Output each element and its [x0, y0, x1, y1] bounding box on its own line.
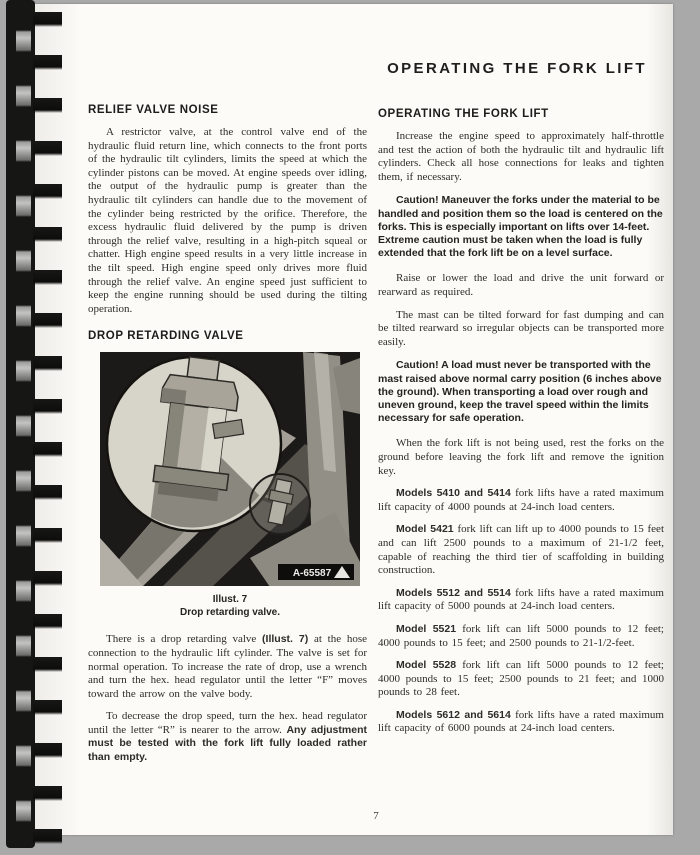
model-text: fork lift can lift 5000 pounds to 12 feet; 4000 pounds to 15 feet; 2500 pounds to 21 feet; and 1000 pounds to 28 feet.: [378, 659, 664, 699]
illustration-caption: [100, 593, 360, 619]
page-header-title: OPERATING THE FORK LIFT: [387, 60, 647, 77]
operate-paragraph-2: Raise or lower the load and drive the unit forward or rearward as required.: [378, 272, 664, 298]
model-lead: Models 5612 and 5614: [396, 708, 511, 721]
model-text: fork lifts have a rated maximum lift capacity of 4000 pounds at 24-inch load centers.: [378, 487, 664, 513]
model-lead: Model 5528: [396, 659, 457, 672]
page-number: 7: [373, 810, 379, 822]
model-text: fork lift can lift 5000 pounds to 12 feet; 4000 pounds to 15 feet; and 2500 pounds to 21-1/2-feet.: [378, 622, 664, 649]
section-heading-drop-retarding-valve: DROP RETARDING VALVE: [88, 330, 244, 343]
section-heading-operating-fork-lift: OPERATING THE FORK LIFT: [378, 108, 549, 120]
drop-valve-paragraph-1: [88, 633, 367, 701]
operate-paragraph-4: When the fork lift is not being used, rest the forks on the ground before leaving the fork lift and remove the ignition key.: [378, 437, 664, 477]
drop-valve-paragraph-1-text2: at the hose connection to the hydraulic lift cylinder. The valve is set for normal operation. To increase the rate of drop, use a wrench and turn the hex. head regulator until the letter “F” moves toward the arrow on the valve body.: [88, 633, 367, 700]
model-text: fork lifts have a rated maximum lift capacity of 6000 pounds at 24-inch load centers.: [378, 708, 664, 735]
left-column: [88, 104, 367, 774]
model-text: fork lifts have a rated maximum lift capacity of 5000 pounds at 24-inch load centers.: [378, 586, 664, 613]
drop-retarding-valve-photo: [100, 352, 360, 586]
model-paragraph-5521: [378, 623, 664, 650]
drop-valve-paragraph-2: [88, 710, 367, 764]
model-paragraph-5421: [378, 523, 664, 577]
caption-illust-number: Illust. 7: [212, 594, 248, 606]
model-lead: Model 5421: [396, 523, 454, 536]
right-column: [378, 108, 664, 745]
drop-valve-paragraph-2-text: To decrease the drop speed, turn the hex. head regulator until the letter “R” is nearer to the arrow.: [88, 710, 367, 736]
drop-valve-paragraph-1-text: There is a drop retarding valve: [106, 633, 263, 646]
model-lead: Models 5410 and 5414: [396, 487, 511, 500]
caution-paragraph-2: Caution! A load must never be transported with the mast raised above normal carry position (6 inches above the ground). When transporting a load over rough and uneven ground, keep the travel speed within the limits necessary for safe operation.: [378, 359, 662, 425]
caption-title: Drop retarding valve.: [179, 607, 281, 619]
caution-paragraph-1: Caution! Maneuver the forks under the material to be handled and position them so the load is centered on the forks. This is especially important on lifts over 14-feet. Extreme caution must be taken when the load is fully extended that the fork lift be on a level surface.: [378, 194, 663, 260]
model-text: fork lift can lift up to 4000 pounds to 15 feet and can lift 2500 pounds to a maximum of 21-1/2 feet, capable of reaching the third tier of scaffolding in building construction.: [378, 523, 664, 577]
comb-binding-teeth: [33, 0, 62, 848]
model-paragraph-5528: [378, 659, 664, 700]
comb-binding-shine: [16, 0, 31, 848]
photo-id-label: [278, 564, 354, 580]
operate-paragraph-3: The mast can be tilted forward for fast dumping and can be tilted rearward so irregular objects can be transported more easily.: [378, 308, 664, 348]
operate-paragraph-1: Increase the engine speed to approximately half-throttle and test the action of both the hydraulic tilt and hydraulic lift cylinders. Check all hose connections for leaks and tighten them, if necessary.: [378, 130, 664, 183]
adjustment-warning-bold: Any adjustment must be tested with the fork lift fully loaded rather than empty.: [88, 723, 367, 764]
model-paragraph-5410-5414: [378, 487, 664, 514]
manual-page: [10, 4, 673, 835]
photo-id-text: A-65587: [292, 568, 332, 580]
illust-7-reference: (Illust. 7): [262, 633, 309, 646]
model-paragraph-5612-5614: [378, 709, 664, 736]
relief-valve-paragraph: A restrictor valve, at the control valve end of the hydraulic fluid return line, which connects to the front ports of the hydraulic tilt cylinders, limits the speed at which the cylinder pistons can be moved. At engine speeds over idling, the output of the hydraulic pump is greater than the hydraulic tilt cylinders can handle due to the movement of the cylinder being restricted by the orifice. Therefore, the excess hydraulic fluid delivered by the pump is driven through the relief valve, resulting in a high-pitch squeal or chatter. High engine speed results in a very little increase in the tilt speed. High engine speed only drives more fluid through the relief valve. An engine speed just sufficient to keep the engine running should be used during the tilting operation.: [88, 126, 367, 315]
model-lead: Model 5521: [396, 622, 457, 635]
model-lead: Models 5512 and 5514: [396, 586, 511, 599]
model-paragraph-5512-5514: [378, 587, 664, 614]
illustration-7: [100, 352, 360, 619]
section-heading-relief-valve-noise: RELIEF VALVE NOISE: [88, 104, 219, 116]
